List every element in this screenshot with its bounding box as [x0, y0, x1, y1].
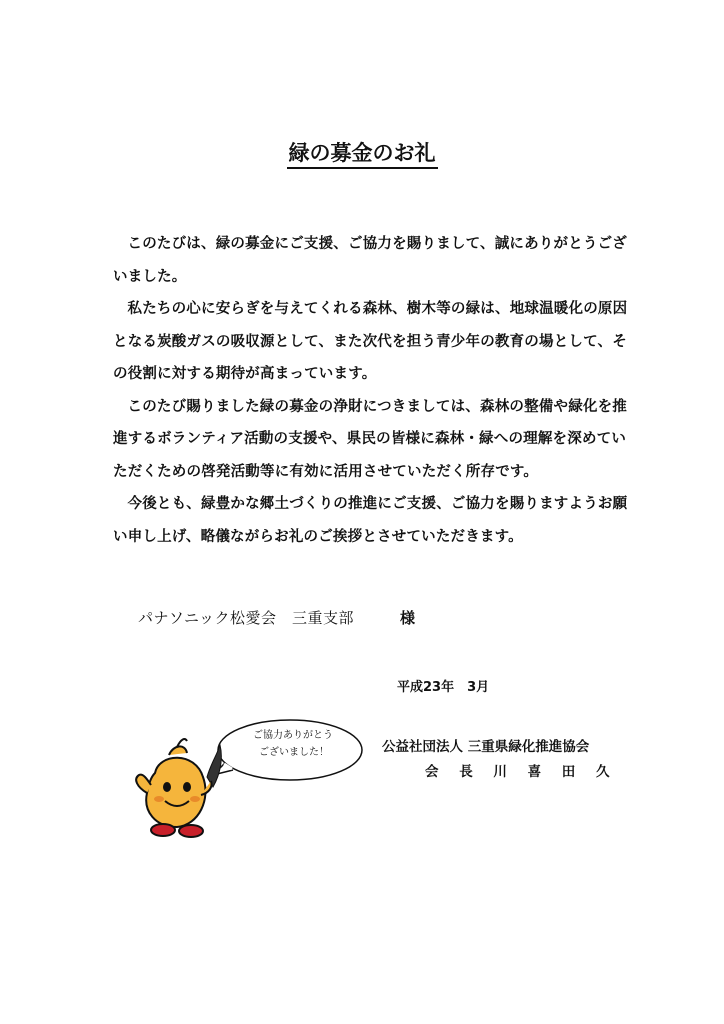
president-name: 会 長 川 喜 田 久	[425, 764, 618, 780]
paragraph-1: このたびは、緑の募金にご支援、ご協力を賜りまして、誠にありがとうございました。	[113, 236, 628, 285]
leaf-icon	[207, 745, 221, 787]
letter-date: 平成23年 3月	[397, 680, 490, 695]
recipient-line	[138, 607, 416, 628]
letter-body	[113, 228, 633, 553]
organization-name: 公益社団法人 三重県緑化推進協会	[382, 739, 590, 755]
paragraph-3: このたび賜りました緑の募金の浄財につきましては、森林の整備や緑化を推進するボランティア活動の支援や、県民の皆様に森林・緑への理解を深めていただくための啓発活動等に有効に活用させていただく所存です。	[113, 398, 628, 480]
recipient-honorific: 様	[400, 609, 416, 627]
mascot-character	[136, 739, 211, 837]
paragraph-2: 私たちの心に安らぎを与えてくれる森林、樹木等の緑は、地球温暖化の原因となる炭酸ガスの吸収源として、また次代を担う青少年の教育の場として、その役割に対する期待が高まっています。	[113, 301, 628, 382]
letter-title: 緑の募金のお礼	[0, 137, 724, 167]
recipient-name: パナソニック松愛会 三重支部	[138, 609, 354, 627]
paragraph-4: 今後とも、緑豊かな郷土づくりの推進にご支援、ご協力を賜りますようお願い申し上げ、略儀ながらお礼のご挨拶とさせていただきます。	[113, 496, 628, 545]
speech-bubble-text: ご協力ありがとう ございました！	[253, 730, 333, 758]
